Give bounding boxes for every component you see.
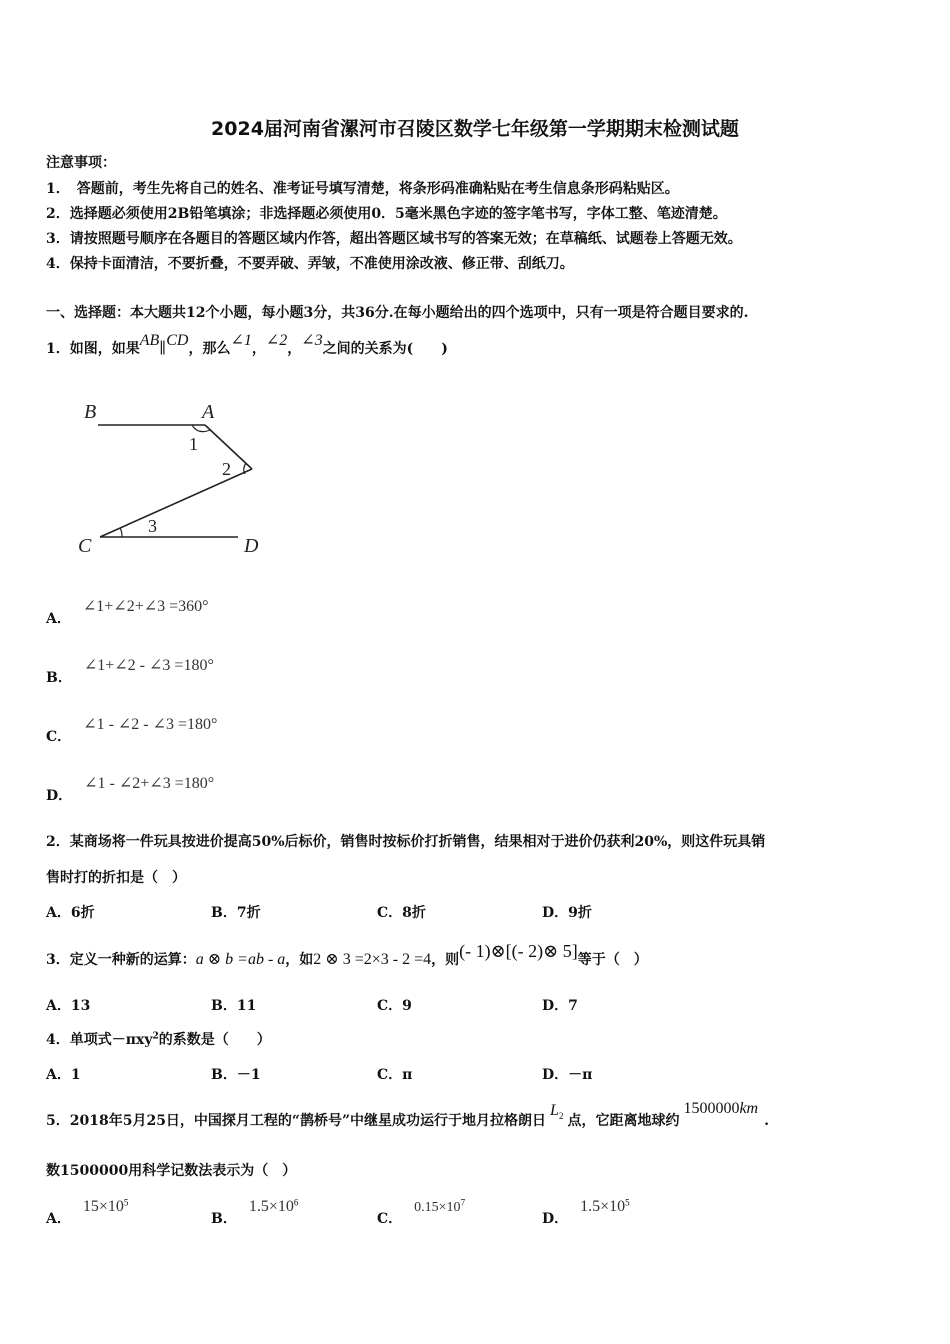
q2-option-b[interactable]: B．7折 — [211, 905, 261, 921]
option-label: B． — [211, 1211, 237, 1227]
option-base: 1.5×10 — [248, 1198, 294, 1215]
label-angle-2: 2 — [222, 459, 231, 479]
q1-prefix: 1．如图，如果 — [46, 341, 140, 357]
q2-option-a[interactable]: A．6折 — [46, 905, 95, 921]
option-label: C． — [46, 729, 72, 745]
option-base: 1.5×10 — [580, 1198, 626, 1215]
q5-distance: 1500000 — [683, 1100, 740, 1117]
q5-period: . — [764, 1113, 769, 1129]
option-label: D． — [46, 788, 73, 804]
page-title: 2024届河南省漯河市召陵区数学七年级第一学期期末检测试题 — [211, 118, 739, 140]
option-expr: ∠1 - ∠2 - ∠3 =180° — [83, 716, 218, 733]
question-2-line-2: 售时打的折扣是（ ） — [46, 870, 186, 886]
label-b: B — [84, 401, 97, 423]
label-d: D — [244, 535, 259, 557]
q5-option-d[interactable] — [542, 1196, 630, 1227]
option-base: 0.15×10 — [414, 1200, 461, 1215]
q2-option-d[interactable]: D．9折 — [542, 905, 592, 921]
q1-angle-2: ∠2 — [265, 332, 288, 349]
q3-option-c[interactable]: C．9 — [377, 998, 412, 1014]
q5-option-b[interactable] — [211, 1196, 299, 1227]
q1-sep-1: ， — [251, 341, 266, 357]
q1-ab: AB — [139, 332, 160, 349]
q5-l: L — [550, 1102, 559, 1119]
question-3-stem — [46, 941, 648, 969]
q3-example: 2 ⊗ 3 =2×3 - 2 =4 — [313, 951, 432, 968]
q4-option-c[interactable]: C．π — [377, 1067, 413, 1083]
q1-option-d[interactable] — [46, 773, 215, 804]
option-base: 15×10 — [82, 1198, 124, 1215]
q5-line1a: 5．2018年5月25日，中国探月工程的“鹊桥号”中继星成功运行于地月拉格朗日 — [46, 1113, 547, 1129]
option-exp: 5 — [625, 1197, 630, 1208]
notice-item-1: 1． 答题前，考生先将自己的姓名、准考证号填写清楚，将条形码准确粘贴在考生信息条形码粘贴区。 — [46, 181, 679, 197]
q3-option-d[interactable]: D．7 — [542, 998, 578, 1014]
label-angle-3: 3 — [148, 516, 157, 536]
line-vertex-c — [100, 469, 252, 537]
option-label: D． — [542, 1211, 569, 1227]
q3-definition: a ⊗ b =ab - a — [195, 951, 286, 968]
question-4-stem — [46, 1029, 271, 1049]
option-label: A． — [46, 1211, 71, 1227]
option-label: A． — [46, 611, 71, 627]
option-expr: ∠1+∠2 - ∠3 =180° — [83, 657, 214, 674]
q3-prefix: 3．定义一种新的运算： — [46, 952, 196, 968]
q1-option-b[interactable] — [46, 655, 214, 686]
question-1-stem — [46, 332, 448, 358]
q5-unit: km — [739, 1100, 759, 1117]
question-2-line-1: 2．某商场将一件玩具按进价提高50%后标价，销售时按标价打折销售，结果相对于进价仍获利20%，则这件玩具销 — [46, 834, 766, 850]
q1-sep-2: ， — [287, 341, 302, 357]
q5-line1b: 点，它距离地球约 — [567, 1113, 680, 1129]
q1-mid: ，那么 — [188, 341, 231, 357]
option-exp: 5 — [123, 1197, 129, 1208]
q4-term: πxy — [125, 1032, 153, 1048]
notice-item-3: 3．请按照题号顺序在各题目的答题区域内作答，超出答题区域书写的答案无效；在草稿纸、试题卷上答题无效。 — [46, 231, 742, 247]
question-5-line-2: 数1500000用科学记数法表示为（ ） — [46, 1163, 297, 1179]
option-label: B． — [46, 670, 72, 686]
q4-exponent: 2 — [152, 1031, 159, 1042]
q1-option-a[interactable] — [46, 596, 209, 627]
q1-option-c[interactable] — [46, 714, 218, 745]
q1-angle-1: ∠1 — [230, 332, 252, 349]
q1-suffix: 之间的关系为( ) — [322, 341, 448, 357]
notice-item-2: 2．选择题必须使用2B铅笔填涂；非选择题必须使用0．5毫米黑色字迹的签字笔书写，字体工整、笔迹清楚。 — [46, 206, 727, 222]
q1-angle-3: ∠3 — [301, 332, 323, 349]
q5-option-a[interactable] — [46, 1196, 129, 1227]
q2-option-c[interactable]: C．8折 — [377, 905, 426, 921]
q5-option-c[interactable] — [377, 1196, 466, 1227]
option-exp: 7 — [460, 1197, 466, 1208]
option-expr: ∠1 - ∠2+∠3 =180° — [84, 775, 215, 792]
q4-prefix: 4．单项式－ — [46, 1032, 126, 1048]
q3-expression: (- 1)⊗[(- 2)⊗ 5] — [459, 941, 578, 961]
q4-option-a[interactable]: A．1 — [46, 1067, 81, 1083]
q5-l-sub: 2 — [558, 1110, 564, 1121]
q1-parallel: ∥ — [159, 341, 167, 357]
q4-option-b[interactable]: B．－1 — [211, 1067, 261, 1083]
section-heading: 一、选择题：本大题共12个小题，每小题3分，共36分.在每小题给出的四个选项中，只有一项是符合题目要求的. — [46, 305, 749, 321]
label-c: C — [78, 535, 92, 557]
q4-option-d[interactable]: D．－π — [542, 1067, 593, 1083]
question-5-line-1 — [46, 1100, 769, 1131]
notice-heading: 注意事项： — [46, 155, 116, 171]
q3-mid: ，如 — [285, 952, 314, 968]
label-angle-1: 1 — [189, 434, 198, 454]
q3-suffix: 等于（ ） — [577, 952, 648, 968]
option-exp: 6 — [293, 1197, 299, 1208]
q3-option-b[interactable]: B．11 — [211, 998, 257, 1014]
option-label: C． — [377, 1211, 403, 1227]
notice-item-4: 4．保持卡面清洁，不要折叠，不要弄破、弄皱，不准使用涂改液、修正带、刮纸刀。 — [46, 256, 574, 272]
q1-cd: CD — [166, 332, 189, 349]
q3-option-a[interactable]: A．13 — [46, 998, 91, 1014]
angle-3-arc — [120, 528, 122, 537]
label-a: A — [202, 401, 215, 423]
q3-then: ，则 — [431, 952, 460, 968]
q4-suffix: 的系数是（ ） — [158, 1032, 271, 1048]
angle-1-arc — [192, 425, 210, 432]
q1-figure — [70, 395, 280, 560]
option-expr: ∠1+∠2+∠3 =360° — [82, 598, 209, 615]
